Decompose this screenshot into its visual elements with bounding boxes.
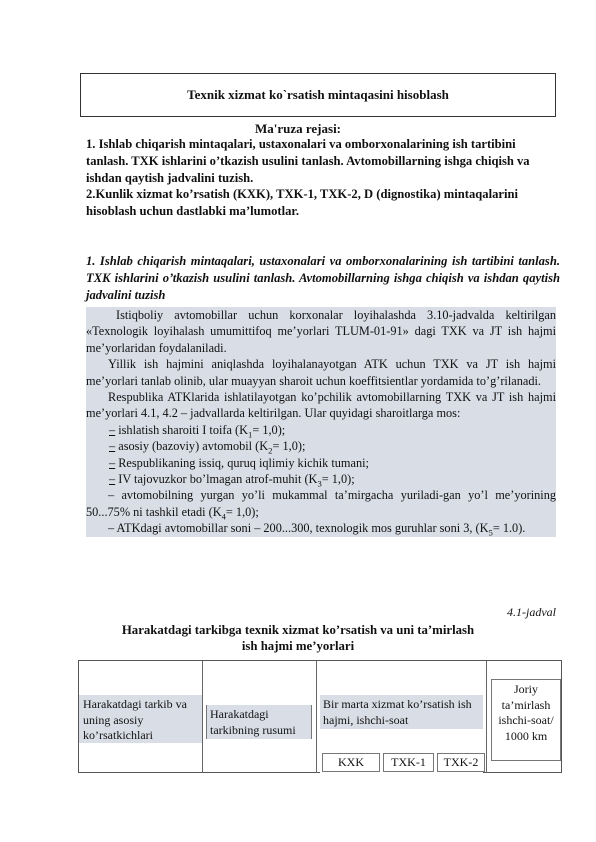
table-caption-line-2: ish hajmi me’yorlari (241, 639, 355, 653)
plan-item-1: 1. Ishlab chiqarish mintaqalari, ustaxonalari va omborxonalarining ish tartibini tanlash. TXK ishlarini o’tkazish usulini tanlash. Avtomobillarning ishga chiqish va ishdan qaytish jadvalini tuzish. (86, 137, 530, 185)
bullet-dash: – (109, 439, 116, 454)
bullet-dash: – (109, 455, 116, 470)
title-box (80, 73, 556, 117)
table-caption (0, 622, 596, 654)
subheader-kxk: KXK (322, 753, 380, 772)
condition-item-1: – ishlatish sharoiti I toifa $(K_1= 1,0)$; (109, 422, 286, 440)
bullet-dash: – (108, 521, 115, 536)
paragraph-1: Istiqboliy avtomobillar uchun korxonalar loyihalashda 3.10-jadvalda keltirilgan «Texnologik loyihalash umumittifoq me’yorlari TLUM-01-91» dagi TXK va JT ish hajmi me’yorlaridan foydalaniladi. (86, 308, 556, 355)
column-divider (486, 661, 487, 773)
subheader-txk1: TXK-1 (383, 753, 434, 772)
condition-item-4: – IV tajovuzkor bo’lmagan atrof-muhit $(K_3= 1,0)$; (109, 472, 355, 489)
lecture-plan (86, 136, 560, 220)
header-cell-service-labor: Bir marta xizmat ko’rsatish ish hajmi, ishchi-soat (320, 695, 483, 729)
body-text-block (86, 307, 556, 537)
header-cell-repair-labor: Joriy ta’mirlash ishchi-soat/ 1000 km (491, 679, 561, 761)
plan-item-2: 2.Kunlik xizmat ko’rsatish (KXK), TXK-1, TXK-2, D (dignostika) mintaqalarini hisoblash uchun dastlabki ma’lumotlar. (86, 187, 518, 219)
bullet-dash: – (108, 488, 115, 503)
header-cell-vehicle: Harakatdagi tarkib va uning asosiy ko’rsatkichlari (79, 695, 202, 743)
subheader-txk2: TXK-2 (437, 753, 485, 772)
condition-item-5: – avtomobilning yurgan yo’li mukammal ta’mirgacha yuriladi-gan yo’l me’yorining 50...75% ni tashkil etadi $(K_4= 1,0)$; (86, 488, 556, 522)
table-caption-line-1: Harakatdagi tarkibga texnik xizmat ko’rsatish va uni ta’mirlash (121, 623, 475, 637)
header-cell-model: Harakatdagi tarkibning rusumi (206, 705, 312, 739)
condition-item-6: – ATKdagi avtomobillar soni – 200...300, texnologik mos guruhlar soni 3, $(K_5= 1.0)$. (108, 521, 526, 538)
page-title: Texnik xizmat ko`rsatish mintaqasini hisoblash (187, 87, 449, 102)
section-heading: 1. Ishlab chiqarish mintaqalari, ustaxonalari va omborxonalarining ish tartibini tanlash. TXK ishlarini o’tkazish usulini tanlash. Avtomobillarning ishga chiqish va ishdan qaytish jadvalini tuzish (86, 254, 560, 302)
paragraph-2: Yillik ish hajmini aniqlashda loyihalanayotgan ATK uchun TXK va JT ish hajmi me’yorlari tanlab olinib, ular muayyan sharoit uchun koeffitsientlar yordamida to’g’rilanadi. (86, 357, 556, 388)
column-divider (202, 661, 203, 773)
condition-item-3: – Respublikaning issiq, quruq iqlimiy kichik tumani; (109, 455, 369, 470)
bullet-dash: – (109, 422, 116, 437)
paragraph-3: Respublika ATKlarida ishlatilayotgan ko’pchilik avtomobillarning TXK va JT ish hajmi me’yorlari 4.1, 4.2 – jadvallarda keltirilgan. Ular quyidagi sharoitlarga mos: (86, 390, 556, 421)
plan-heading: Ma'ruza rejasi: (254, 121, 342, 136)
column-divider (316, 661, 317, 773)
condition-item-2: – asosiy (bazoviy) avtomobil $(K_2= 1,0)$; (109, 439, 306, 456)
table-number: 4.1-jadval (507, 605, 556, 619)
norms-table (78, 660, 562, 773)
bullet-dash: – (109, 472, 116, 487)
